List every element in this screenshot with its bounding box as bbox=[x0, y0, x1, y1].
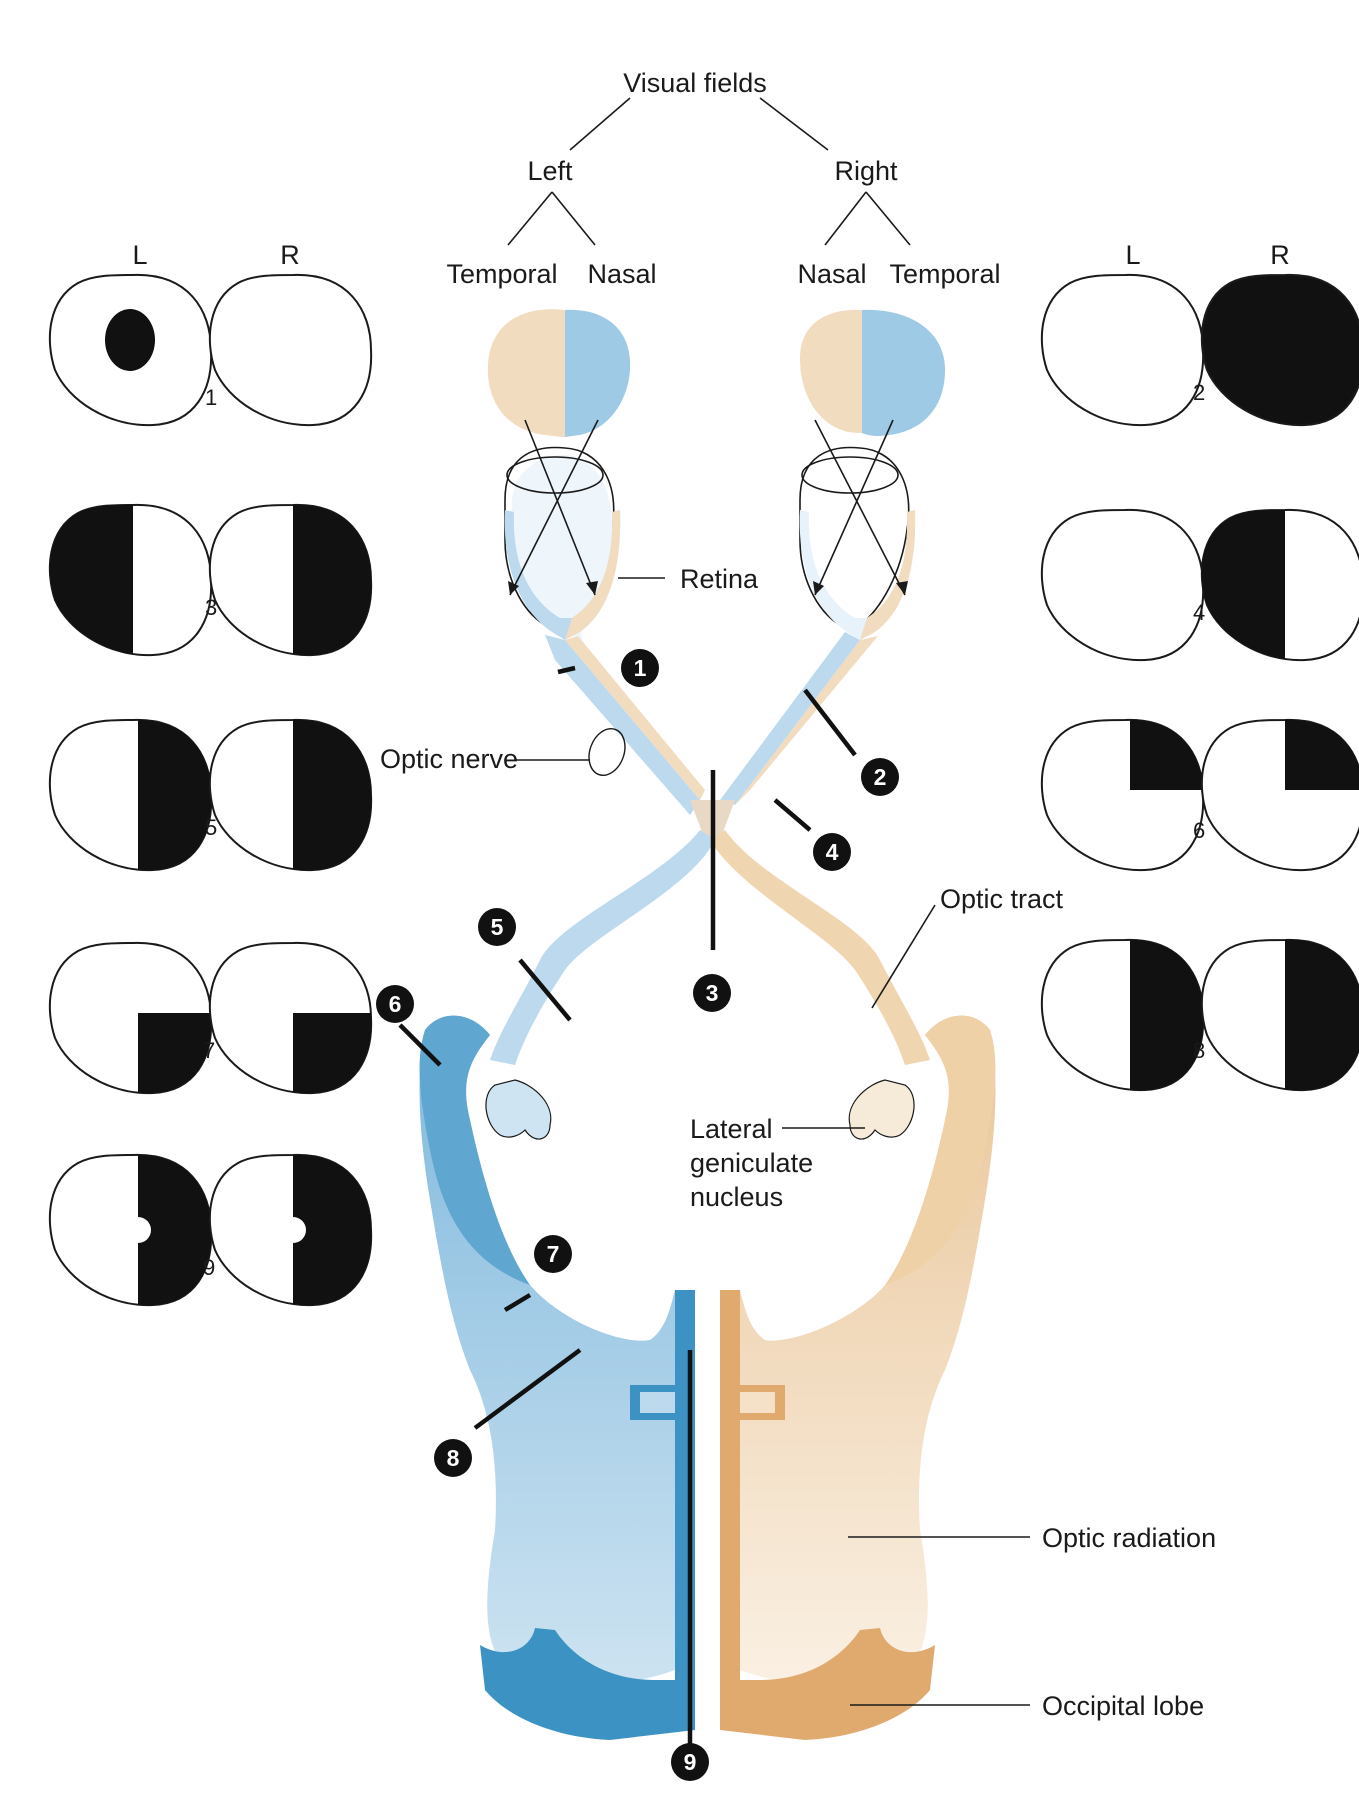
column-header-l: L bbox=[1125, 240, 1141, 270]
svg-text:7: 7 bbox=[203, 1038, 216, 1063]
visual-fields-label: Visual fields bbox=[623, 68, 767, 98]
nasal-left-label: Nasal bbox=[587, 259, 657, 289]
lesion-marker bbox=[621, 649, 659, 687]
svg-text:5: 5 bbox=[205, 815, 218, 840]
svg-text:1: 1 bbox=[205, 385, 218, 410]
retina-label: Retina bbox=[680, 564, 759, 594]
svg-text:6: 6 bbox=[388, 991, 402, 1017]
left-field-label: Left bbox=[527, 156, 573, 186]
column-header-r: R bbox=[280, 240, 300, 270]
svg-text:9: 9 bbox=[203, 1255, 216, 1280]
svg-text:6: 6 bbox=[1193, 818, 1206, 843]
nasal-right-label: Nasal bbox=[797, 259, 867, 289]
optic-nerve-label: Optic nerve bbox=[380, 744, 519, 774]
lesion-marker bbox=[376, 985, 414, 1023]
right-eye bbox=[800, 448, 915, 640]
field-defect-5 bbox=[50, 700, 383, 880]
right-column-headers bbox=[1125, 240, 1289, 270]
right-field-label: Right bbox=[834, 156, 898, 186]
lesion-marker bbox=[478, 908, 516, 946]
lgn-label-line2: geniculate bbox=[690, 1148, 814, 1178]
temporal-right-label: Temporal bbox=[889, 259, 1001, 289]
left-eye-visual-field bbox=[488, 309, 630, 437]
svg-text:3: 3 bbox=[205, 595, 218, 620]
svg-text:9: 9 bbox=[683, 1749, 697, 1775]
lgn-label-line3: nucleus bbox=[690, 1182, 784, 1212]
lesion-marker bbox=[434, 1439, 472, 1477]
field-defect-6 bbox=[1042, 700, 1359, 870]
visual-fields-hierarchy bbox=[446, 68, 1000, 289]
svg-text:8: 8 bbox=[446, 1445, 460, 1471]
temporal-left-label: Temporal bbox=[446, 259, 558, 289]
lgn-label-line1: Lateral bbox=[690, 1114, 773, 1144]
field-defect-2 bbox=[1042, 275, 1359, 425]
svg-text:2: 2 bbox=[1193, 380, 1206, 405]
column-header-r: R bbox=[1270, 240, 1290, 270]
column-header-l: L bbox=[132, 240, 148, 270]
optic-radiation-label: Optic radiation bbox=[1042, 1523, 1217, 1553]
field-defect-8 bbox=[1042, 920, 1359, 1100]
hierarchy-connector bbox=[570, 98, 828, 150]
lesion-marker bbox=[671, 1743, 709, 1781]
svg-text:8: 8 bbox=[1193, 1038, 1206, 1063]
field-defect-3 bbox=[43, 485, 383, 665]
field-defect-9 bbox=[50, 1135, 383, 1315]
lesion-marker bbox=[813, 833, 851, 871]
svg-text:7: 7 bbox=[546, 1241, 560, 1267]
svg-text:1: 1 bbox=[633, 655, 647, 681]
lesion-marker bbox=[534, 1235, 572, 1273]
field-defect-1 bbox=[50, 275, 371, 425]
field-defect-4 bbox=[1042, 490, 1359, 670]
left-optic-radiation bbox=[420, 1016, 695, 1740]
lesion-marker bbox=[693, 974, 731, 1012]
hierarchy-connector-lower bbox=[508, 192, 910, 245]
left-column-headers bbox=[132, 240, 299, 270]
optic-tract-label: Optic tract bbox=[940, 884, 1064, 914]
field-defect-7 bbox=[50, 943, 383, 1103]
occipital-lobe-label: Occipital lobe bbox=[1042, 1691, 1205, 1721]
svg-text:4: 4 bbox=[1193, 600, 1206, 625]
svg-text:3: 3 bbox=[705, 980, 719, 1006]
svg-text:4: 4 bbox=[825, 839, 839, 865]
svg-text:2: 2 bbox=[873, 764, 887, 790]
svg-text:5: 5 bbox=[490, 914, 504, 940]
lesion-marker bbox=[861, 758, 899, 796]
right-eye-visual-field bbox=[800, 310, 945, 436]
